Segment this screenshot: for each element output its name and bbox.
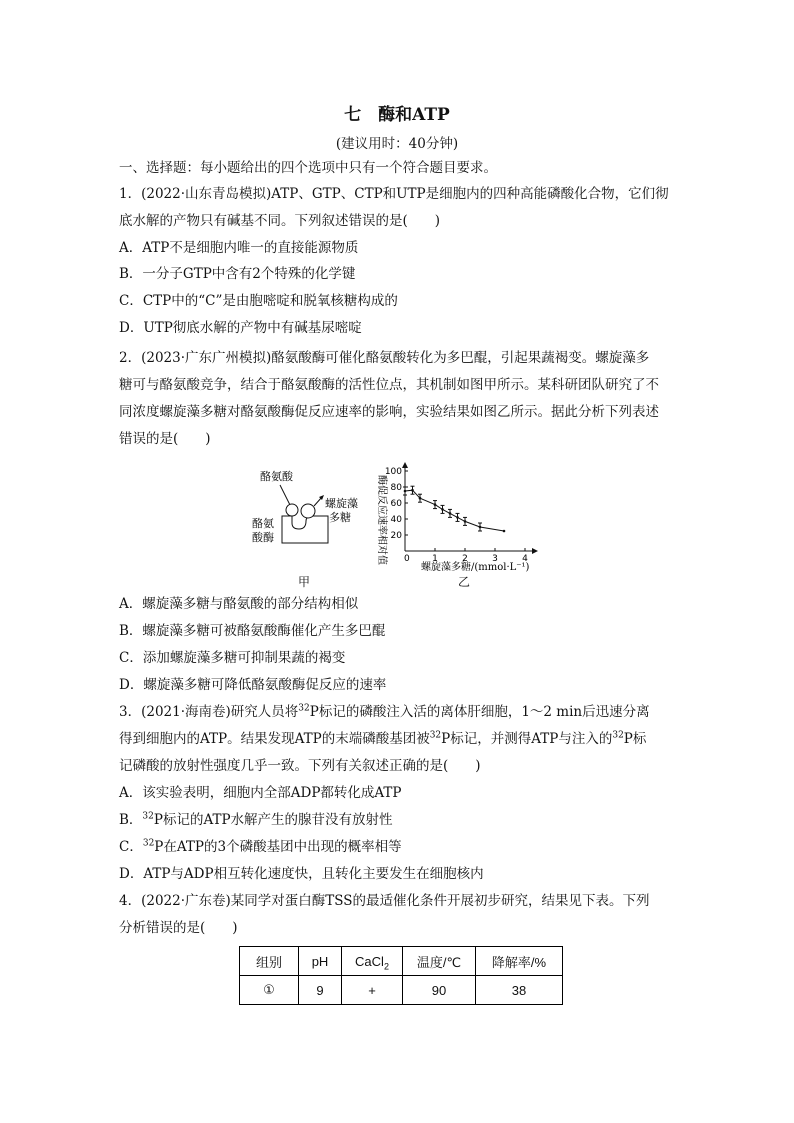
section-heading: 一、选择题：每小题给出的四个选项中只有一个符合题目要求。 bbox=[119, 160, 497, 176]
table-cell: ① bbox=[240, 976, 299, 1005]
q2-stem-line2: 糖可与酪氨酸竞争，结合于酪氨酸酶的活性位点，其机制如图甲所示。某科研团队研究了不 bbox=[119, 377, 659, 393]
table-row bbox=[240, 976, 563, 1005]
x-tick-label: 2 bbox=[462, 554, 468, 564]
y-tick-label: 60 bbox=[390, 499, 402, 509]
q2-option-a: A．螺旋藻多糖与酪氨酸的部分结构相似 bbox=[119, 596, 359, 612]
label-enzyme-1: 酪氨 bbox=[252, 517, 274, 530]
x-tick-label: 3 bbox=[492, 554, 498, 564]
tyrosine-shape bbox=[286, 504, 298, 516]
q1-stem-line2: 底水解的产物只有碱基不同。下列叙述错误的是( ) bbox=[119, 213, 441, 229]
q1-option-b: B．一分子GTP中含有2个特殊的化学键 bbox=[119, 266, 356, 282]
q1-stem-line1: 1．(2022·山东青岛模拟)ATP、GTP、CTP和UTP是细胞内的四种高能磷酸化合物，它们彻 bbox=[119, 186, 669, 202]
polysaccharide-shape bbox=[301, 504, 315, 518]
q1-option-a: A．ATP不是细胞内唯一的直接能源物质 bbox=[119, 240, 359, 256]
figure-b-caption: 乙 bbox=[458, 575, 471, 589]
table-header-cell: 降解率/% bbox=[476, 947, 563, 976]
table-cell: 38 bbox=[476, 976, 563, 1005]
table-header-cell: 组别 bbox=[240, 947, 299, 976]
data-point bbox=[503, 530, 506, 533]
label-tyrosine: 酪氨酸 bbox=[260, 470, 293, 483]
y-tick-label: 20 bbox=[390, 531, 402, 541]
q4-stem-line1: 4．(2022·广东卷)某同学对蛋白酶TSS的最适催化条件开展初步研究，结果见下表。下列 bbox=[119, 893, 650, 909]
data-point bbox=[434, 503, 437, 506]
data-point bbox=[419, 497, 422, 500]
data-point bbox=[479, 526, 482, 529]
page-title: 七 酶和ATP bbox=[344, 105, 450, 125]
y-tick-label: 40 bbox=[390, 515, 402, 525]
data-point bbox=[441, 508, 444, 511]
label-enzyme-2: 酸酶 bbox=[252, 531, 274, 544]
time-suggestion: (建议用时：40分钟) bbox=[335, 136, 459, 152]
q2-option-d: D．螺旋藻多糖可降低酪氨酸酶促反应的速率 bbox=[119, 677, 387, 693]
data-point bbox=[449, 512, 452, 515]
figure-mechanism-diagram bbox=[250, 465, 365, 555]
x-tick-label: 4 bbox=[522, 554, 528, 564]
data-point bbox=[464, 520, 467, 523]
reaction-rate-chart bbox=[367, 455, 547, 575]
data-point bbox=[404, 490, 407, 493]
q3-stem-line2: 得到细胞内的ATP。结果发现ATP的末端磷酸基团被$^{32}$P标记，并测得ATP与注入的$^{32}$P标 bbox=[119, 730, 647, 747]
q3-stem-line3: 记磷酸的放射性强度几乎一致。下列有关叙述正确的是( ) bbox=[119, 758, 481, 774]
q1-option-c: C．CTP中的“C”是由胞嘧啶和脱氧核糖构成的 bbox=[119, 293, 398, 309]
table-header-cell: pH bbox=[299, 947, 342, 976]
q2-stem-line1: 2．(2023·广东广州模拟)酪氨酸酶可催化酪氨酸转化为多巴醌，引起果蔬褐变。螺旋藻多 bbox=[119, 350, 650, 366]
q3-option-a: A．该实验表明，细胞内全部ADP都转化成ATP bbox=[119, 785, 402, 801]
table-cell: 9 bbox=[299, 976, 342, 1005]
label-polysaccharide-1: 螺旋藻 bbox=[325, 497, 358, 510]
q3-stem-line1: 3．(2021·海南卷)研究人员将$^{32}$P标记的磷酸注入活的离体肝细胞，1～2 min后迅速分离 bbox=[119, 703, 650, 720]
y-tick-label: 100 bbox=[384, 467, 402, 477]
q3-option-d: D．ATP与ADP相互转化速度快，且转化主要发生在细胞核内 bbox=[119, 866, 484, 882]
data-point bbox=[411, 489, 414, 492]
data-point bbox=[456, 516, 459, 519]
x-origin-label: 0 bbox=[404, 554, 410, 564]
table-cell: 90 bbox=[403, 976, 476, 1005]
chart-ylabel: 酶促反应速率相对值 bbox=[376, 475, 387, 565]
chart-xlabel: 螺旋藻多糖/(mmol·L⁻¹) bbox=[421, 562, 530, 573]
q3-option-c: C．$^{32}$P在ATP的3个磷酸基团中出现的概率相等 bbox=[119, 838, 402, 855]
q1-option-d: D．UTP彻底水解的产物中有碱基尿嘧啶 bbox=[119, 320, 362, 336]
q4-stem-line2: 分析错误的是( ) bbox=[119, 920, 238, 936]
table-header-row bbox=[240, 947, 563, 976]
q2-stem-line4: 错误的是( ) bbox=[119, 431, 211, 447]
figure-a-caption: 甲 bbox=[298, 575, 311, 589]
label-polysaccharide-2: 多糖 bbox=[329, 511, 351, 524]
q2-option-b: B．螺旋藻多糖可被酪氨酸酶催化产生多巴醌 bbox=[119, 623, 386, 639]
results-table bbox=[239, 946, 563, 1005]
q2-stem-line3: 同浓度螺旋藻多糖对酪氨酸酶促反应速率的影响，实验结果如图乙所示。据此分析下列表述 bbox=[119, 404, 659, 420]
table-header-cell: CaCl$_2$ bbox=[342, 947, 403, 976]
table-cell: + bbox=[342, 976, 403, 1005]
table-header-cell: 温度/℃ bbox=[403, 947, 476, 976]
x-tick-label: 1 bbox=[432, 554, 438, 564]
q3-option-b: B．$^{32}$P标记的ATP水解产生的腺苷没有放射性 bbox=[119, 811, 393, 828]
q2-option-c: C．添加螺旋藻多糖可抑制果蔬的褐变 bbox=[119, 650, 346, 666]
y-tick-label: 80 bbox=[390, 483, 402, 493]
enzyme-shape bbox=[282, 516, 328, 543]
